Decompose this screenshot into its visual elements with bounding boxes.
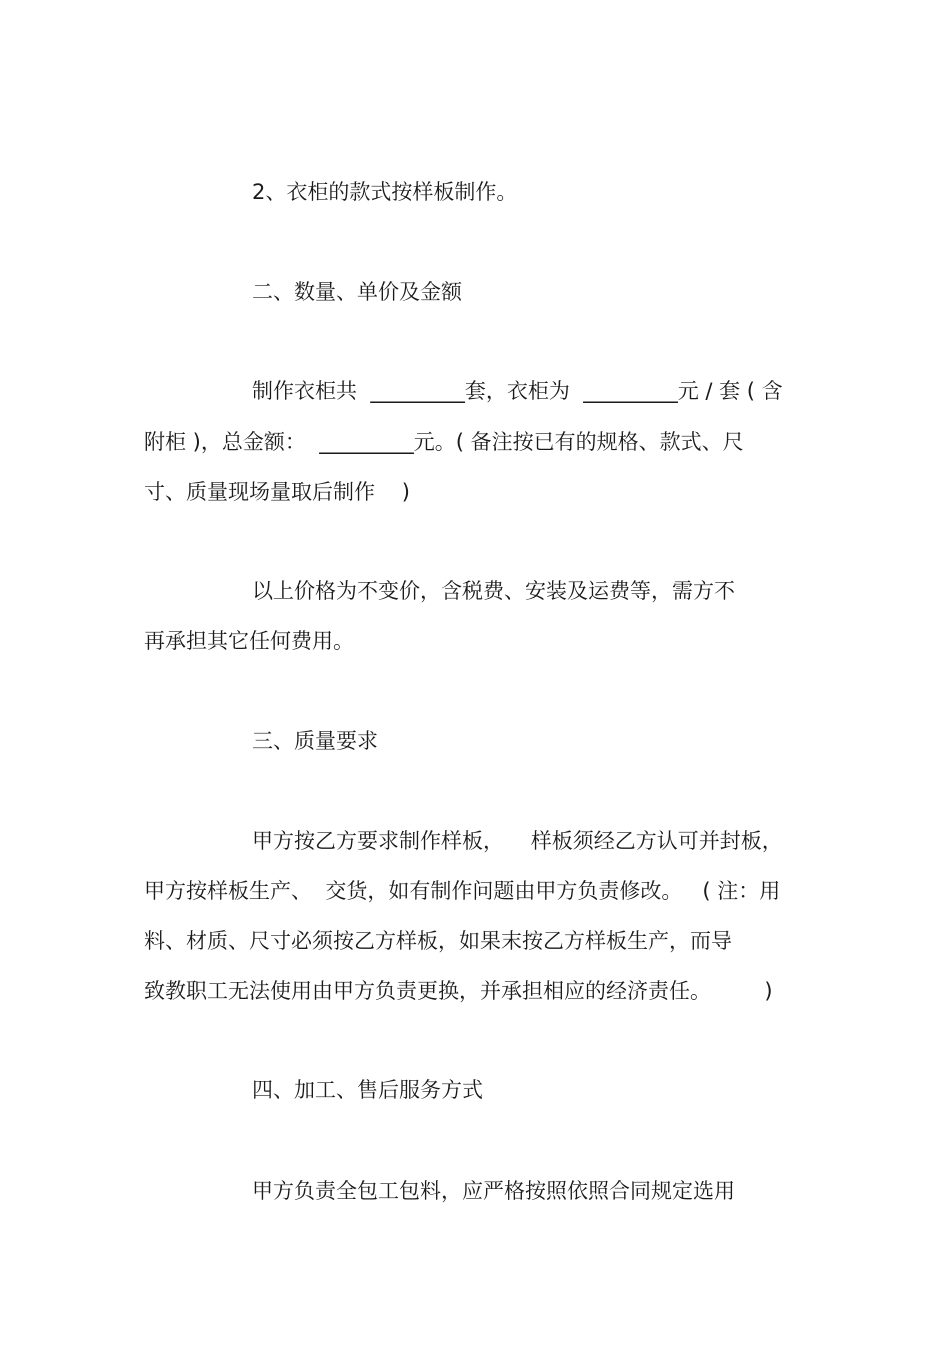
paragraph-price-line-2: 再承担其它任何费用。 (144, 629, 354, 653)
paragraph-price-line-1: 以上价格为不变价，含税费、安装及运费等，需方不 (252, 579, 735, 603)
paragraph-quality-line-3: 料、材质、尺寸必须按乙方样板，如果末按乙方样板生产，而导 (144, 929, 732, 953)
section-heading-quality: 三、质量要求 (252, 729, 378, 753)
section-heading-quantity-price: 二、数量、单价及金额 (252, 280, 462, 304)
paragraph-quantity-line-2: 附柜 )，总金额： _________元。( 备注按已有的规格、款式、尺 (144, 430, 744, 454)
paragraph-quantity-line-1: 制作衣柜共 _________套，衣柜为 _________元 / 套 ( 含 (252, 379, 783, 403)
paragraph-quantity-line-3: 寸、质量现场量取后制作 ) (144, 480, 410, 504)
paragraph-quality-line-1: 甲方按乙方要求制作样板， 样板须经乙方认可并封板， (252, 829, 783, 853)
clause-2-style: 2、衣柜的款式按样板制作。 (252, 180, 518, 204)
paragraph-service-line-1: 甲方负责全包工包料，应严格按照依照合同规定选用 (252, 1179, 735, 1203)
section-heading-service: 四、加工、售后服务方式 (252, 1078, 483, 1102)
paragraph-quality-line-2: 甲方按样板生产、 交货，如有制作问题由甲方负责修改。 ( 注：用 (144, 879, 781, 903)
paragraph-quality-line-4: 致教职工无法使用由甲方负责更换，并承担相应的经济责任。 ) (144, 979, 773, 1003)
